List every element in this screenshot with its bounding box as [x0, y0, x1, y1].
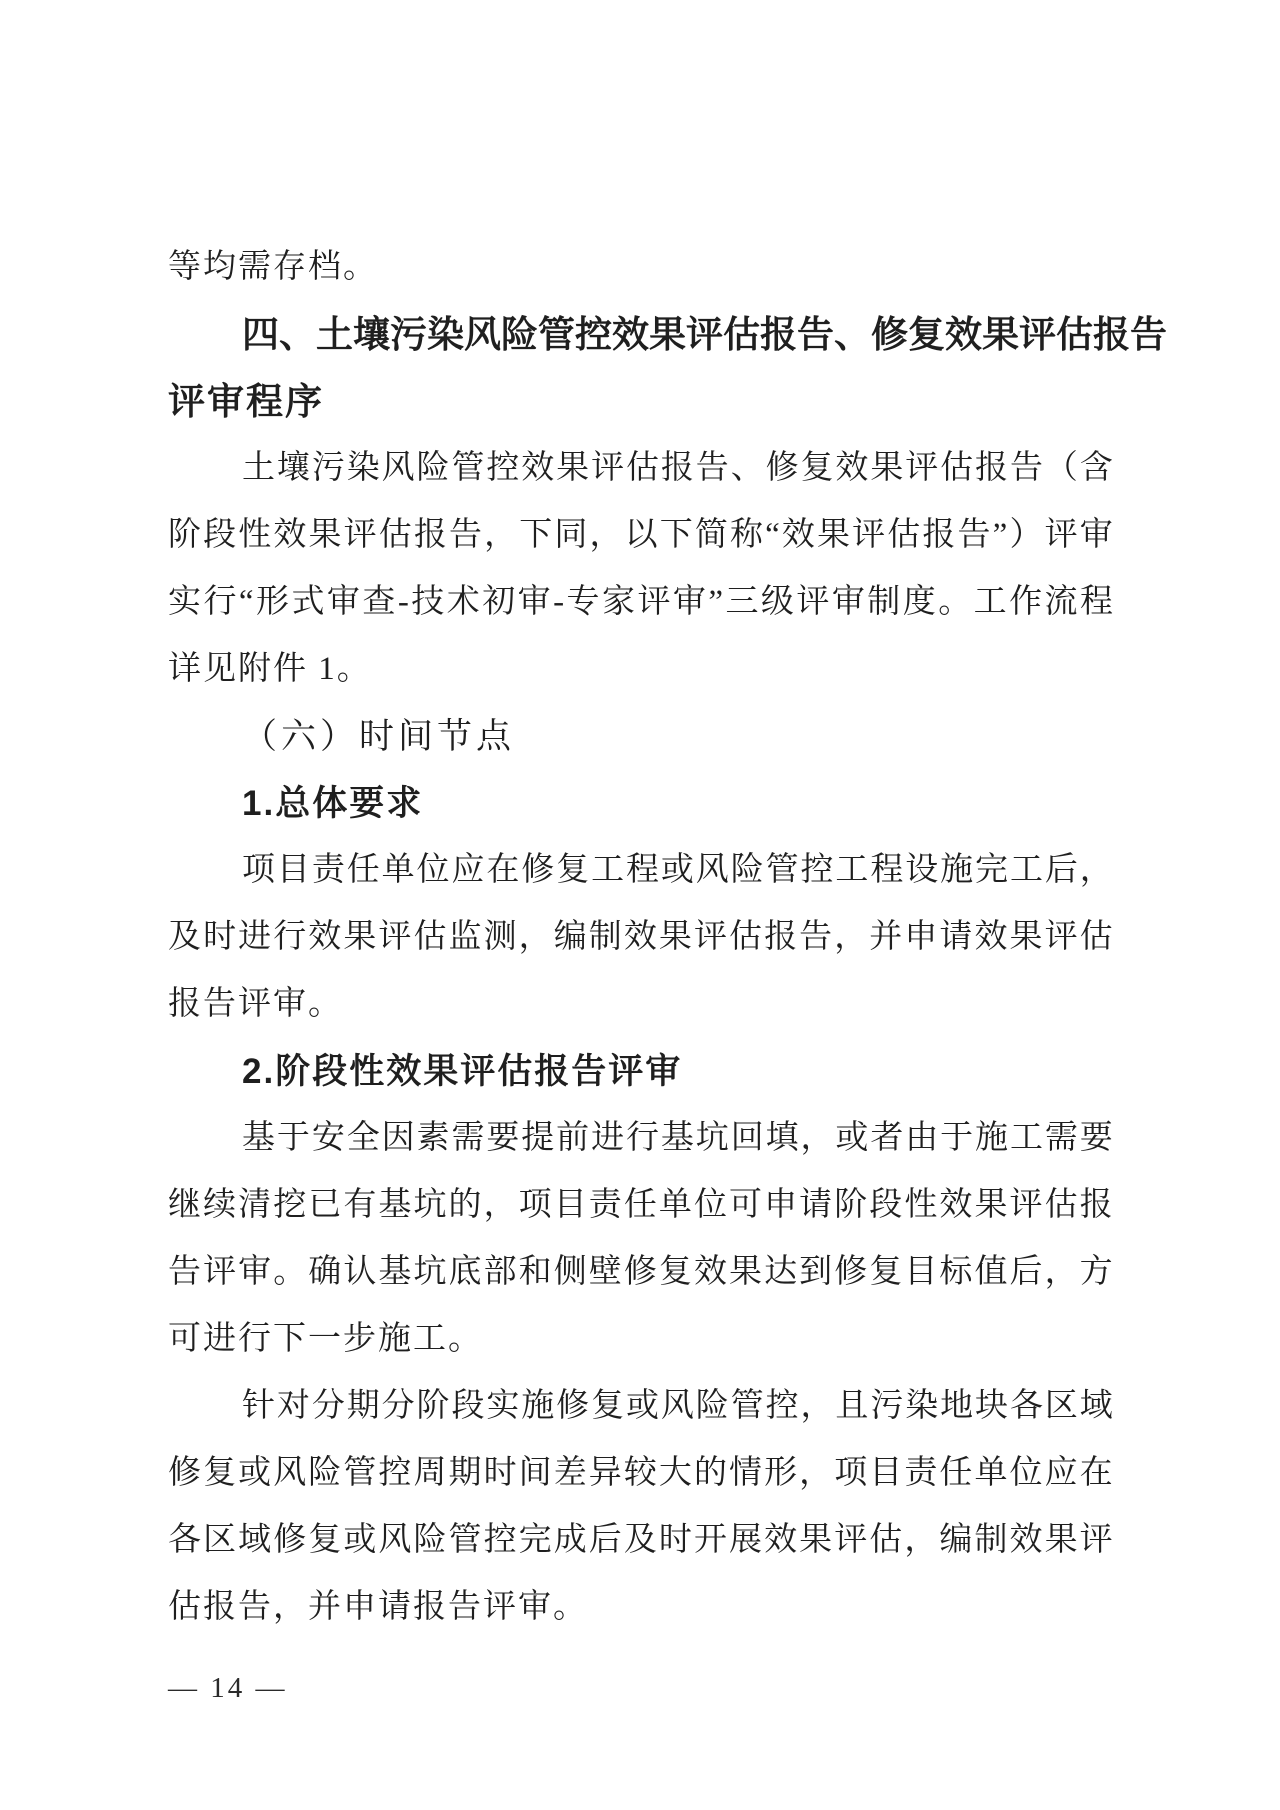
body-line: 针 对 分 期 分 阶 段 实 施 修 复 或 风 险 管 控 ， 且 污 染 地 块 各 区 域	[242, 1388, 1113, 1424]
body-line: 项 目 责 任 单 位 应 在 修 复 工 程 或 风 险 管 控 工 程 设 施 完 工 后 ，	[242, 852, 1113, 888]
body-line: 可进行下一步施工。	[168, 1321, 483, 1357]
numbered-heading-line: 2.阶段性效果评估报告评审	[242, 1052, 683, 1091]
body-line: 阶 段 性 效 果 评 估 报 告 ， 下 同 ， 以 下 简 称 “ 效 果 评 估 报 告 ” ） 评 审	[168, 517, 1113, 553]
section-heading-line: 四 、 土 壤 污 染 风 险 管 控 效 果 评 估 报 告 、 修 复 效 果 评 估 报 告	[242, 314, 1167, 355]
body-line: 实 行 “ 形 式 审 查 - 技 术 初 审 - 专 家 评 审 ” 三 级 评 审 制 度 。 工 作 流 程	[168, 584, 1113, 620]
numbered-heading-line: 1.总体要求	[242, 784, 424, 823]
page-number: — 14 —	[168, 1672, 288, 1704]
body-line: 各 区 域 修 复 或 风 险 管 控 完 成 后 及 时 开 展 效 果 评 估 ， 编 制 效 果 评	[168, 1522, 1113, 1558]
body-line: 等均需存档。	[168, 249, 378, 285]
section-heading-line: 评审程序	[168, 381, 324, 422]
body-line: 告 评 审 。 确 认 基 坑 底 部 和 侧 壁 修 复 效 果 达 到 修 复 目 标 值 后 ， 方	[168, 1254, 1113, 1290]
body-line: 继 续 清 挖 已 有 基 坑 的 ， 项 目 责 任 单 位 可 申 请 阶 段 性 效 果 评 估 报	[168, 1187, 1113, 1223]
body-line: 修 复 或 风 险 管 控 周 期 时 间 差 异 较 大 的 情 形 ， 项 目 责 任 单 位 应 在	[168, 1455, 1113, 1491]
subsection-heading-line: （六）时间节点	[242, 717, 516, 756]
body-line: 基 于 安 全 因 素 需 要 提 前 进 行 基 坑 回 填 ， 或 者 由 于 施 工 需 要	[242, 1120, 1113, 1156]
body-line: 土 壤 污 染 风 险 管 控 效 果 评 估 报 告 、 修 复 效 果 评 估 报 告 （ 含	[242, 450, 1113, 486]
body-line: 及 时 进 行 效 果 评 估 监 测 ， 编 制 效 果 评 估 报 告 ， 并 申 请 效 果 评 估	[168, 919, 1113, 955]
document-body	[168, 234, 1167, 1641]
body-line: 报告评审。	[168, 986, 343, 1022]
body-line: 估报告，并申请报告评审。	[168, 1589, 588, 1625]
body-line: 详见附件 1。	[168, 651, 372, 687]
